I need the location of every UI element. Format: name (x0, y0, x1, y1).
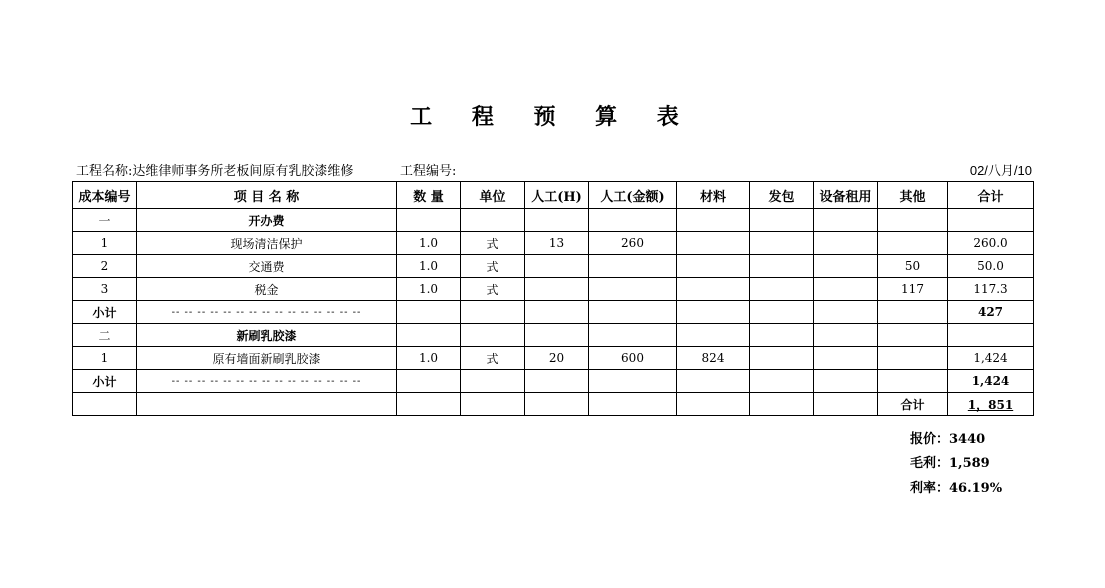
table-row (73, 232, 1034, 255)
row-other: 117 (878, 278, 948, 301)
row-subcontract (750, 347, 814, 370)
header-cell: 项 目 名 称 (137, 182, 397, 209)
row-total: 1,424 (948, 347, 1034, 370)
profit-value: 毛利：1,589 (910, 456, 990, 471)
quote-value: 报价：3440 (910, 432, 986, 447)
row-unit: 式 (461, 255, 525, 278)
row-labor-amt: 260 (589, 232, 677, 255)
subtotal-dashes: -- -- -- -- -- -- -- -- -- -- -- -- -- -- -- (137, 301, 397, 324)
section-no: 二 (73, 324, 137, 347)
row-qty: 1.0 (397, 255, 461, 278)
section-row (73, 209, 1034, 232)
table-row (73, 255, 1034, 278)
page-title: 工 程 预 算 表 (410, 104, 695, 130)
row-equipment (814, 347, 878, 370)
section-name: 开办费 (137, 209, 397, 232)
row-material (677, 255, 750, 278)
row-total: 117.3 (948, 278, 1034, 301)
header-cell: 单位 (461, 182, 525, 209)
table-row (73, 347, 1034, 370)
row-material: 824 (677, 347, 750, 370)
row-no: 1 (73, 347, 137, 370)
subtotal-value: 427 (948, 301, 1034, 324)
subtotal-dashes: -- -- -- -- -- -- -- -- -- -- -- -- -- -- -- (137, 370, 397, 393)
grand-total-label: 合计 (878, 393, 948, 416)
budget-table (72, 181, 1034, 416)
header-cell: 成本编号 (73, 182, 137, 209)
row-total: 260.0 (948, 232, 1034, 255)
header-cell: 其他 (878, 182, 948, 209)
table-header-row (73, 182, 1034, 209)
project-date: 02/八月/10 (969, 163, 1032, 178)
row-subcontract (750, 278, 814, 301)
row-qty: 1.0 (397, 232, 461, 255)
row-other (878, 232, 948, 255)
row-labor-h: 13 (525, 232, 589, 255)
project-code: 工程编号: (400, 164, 457, 179)
row-unit: 式 (461, 278, 525, 301)
section-no: 一 (73, 209, 137, 232)
row-equipment (814, 255, 878, 278)
row-other: 50 (878, 255, 948, 278)
header-cell: 发包 (750, 182, 814, 209)
section-name: 新刷乳胶漆 (137, 324, 397, 347)
row-labor-amt (589, 278, 677, 301)
row-name: 现场清洁保护 (137, 232, 397, 255)
row-labor-amt: 600 (589, 347, 677, 370)
header-cell: 设备租用 (814, 182, 878, 209)
header-cell: 人工(金额) (589, 182, 677, 209)
subtotal-label: 小计 (73, 370, 137, 393)
row-unit: 式 (461, 232, 525, 255)
row-name: 税金 (137, 278, 397, 301)
header-cell: 合计 (948, 182, 1034, 209)
row-labor-h: 20 (525, 347, 589, 370)
row-no: 2 (73, 255, 137, 278)
grand-total-row (73, 393, 1034, 416)
row-material (677, 232, 750, 255)
margin-value: 利率：46.19% (910, 481, 1003, 496)
row-total: 50.0 (948, 255, 1034, 278)
project-name: 工程名称:达维律师事务所老板间原有乳胶漆维修 (76, 164, 354, 179)
section-row (73, 324, 1034, 347)
grand-total-value: 1，851 (948, 393, 1034, 416)
row-equipment (814, 278, 878, 301)
row-labor-h (525, 278, 589, 301)
row-no: 1 (73, 232, 137, 255)
row-subcontract (750, 255, 814, 278)
row-name: 原有墙面新刷乳胶漆 (137, 347, 397, 370)
row-equipment (814, 232, 878, 255)
row-labor-amt (589, 255, 677, 278)
subtotal-row (73, 301, 1034, 324)
header-cell: 材料 (677, 182, 750, 209)
row-material (677, 278, 750, 301)
row-no: 3 (73, 278, 137, 301)
header-cell: 人工(H) (525, 182, 589, 209)
row-name: 交通费 (137, 255, 397, 278)
header-cell: 数 量 (397, 182, 461, 209)
subtotal-label: 小计 (73, 301, 137, 324)
row-labor-h (525, 255, 589, 278)
row-other (878, 347, 948, 370)
row-qty: 1.0 (397, 347, 461, 370)
row-qty: 1.0 (397, 278, 461, 301)
subtotal-value: 1,424 (948, 370, 1034, 393)
table-row (73, 278, 1034, 301)
subtotal-row (73, 370, 1034, 393)
row-subcontract (750, 232, 814, 255)
row-unit: 式 (461, 347, 525, 370)
